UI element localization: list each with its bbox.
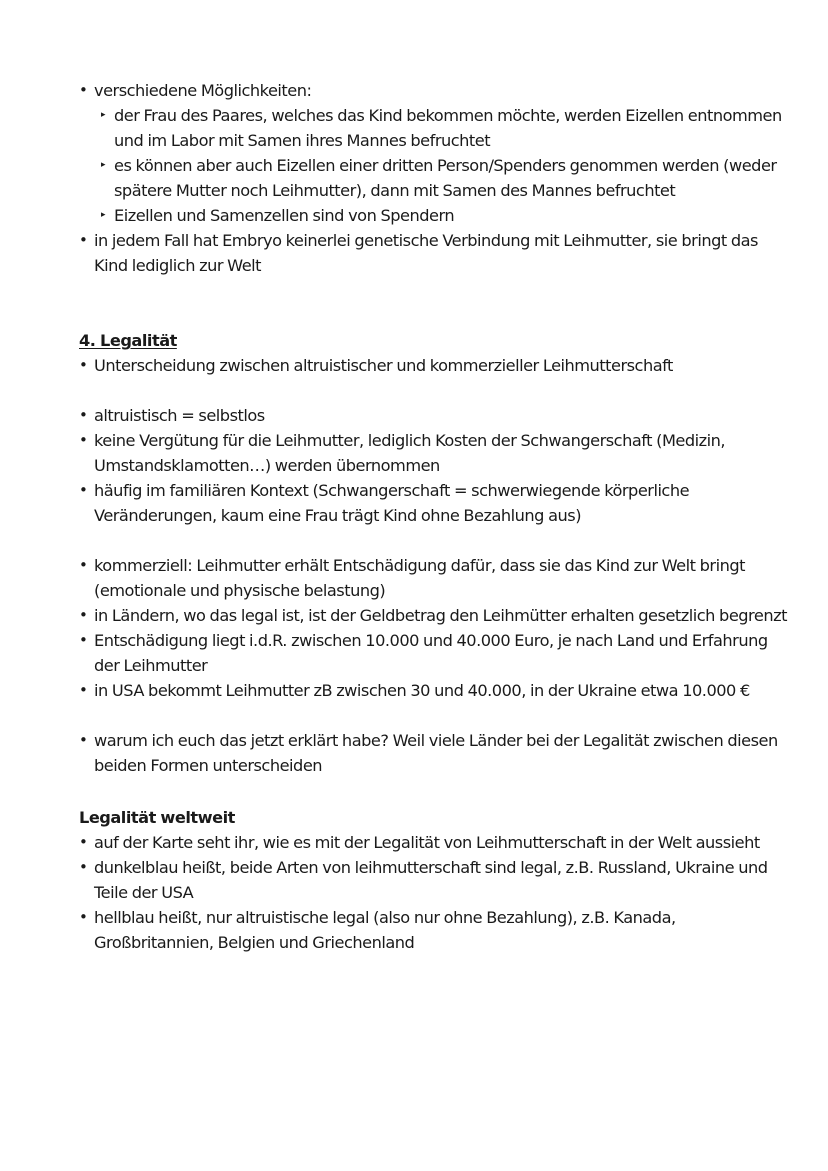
list-item <box>79 905 788 955</box>
bullet-icon: • <box>79 631 88 649</box>
list-item-text: in USA bekommt Leihmutter zB zwischen 30 und 40.000, in der Ukraine etwa 10.000 € <box>94 681 750 700</box>
list-item-text: dunkelblau heißt, beide Arten von leihmutterschaft sind legal, z.B. Russland, Ukraine und Teile der USA <box>94 858 768 902</box>
bullet-icon: • <box>79 231 88 249</box>
bullet-icon: • <box>79 731 88 749</box>
list-item-text: in Ländern, wo das legal ist, ist der Geldbetrag den Leihmütter erhalten gesetzlich begrenzt <box>94 606 787 625</box>
list-item-text: hellblau heißt, nur altruistische legal (also nur ohne Bezahlung), z.B. Kanada, Großbritannien, Belgien und Griechenland <box>94 908 676 952</box>
list-item <box>79 403 788 428</box>
spacer <box>79 703 788 728</box>
list-item <box>79 553 788 603</box>
triangle-bullet-icon: ▸ <box>101 160 106 170</box>
bullet-icon: • <box>79 431 88 449</box>
list-item-text: altruistisch = selbstlos <box>94 406 265 425</box>
sub-list-item <box>79 153 788 203</box>
bullet-icon: • <box>79 81 88 99</box>
list-item-text: Entschädigung liegt i.d.R. zwischen 10.000 und 40.000 Euro, je nach Land und Erfahrung der Leihmutter <box>94 631 768 675</box>
list-item-text: auf der Karte seht ihr, wie es mit der Legalität von Leihmutterschaft in der Welt aussieht <box>94 833 760 852</box>
bullet-icon: • <box>79 556 88 574</box>
triangle-bullet-icon: ▸ <box>101 110 106 120</box>
list-item-text: verschiedene Möglichkeiten: <box>94 81 312 100</box>
list-item <box>79 428 788 478</box>
bullet-icon: • <box>79 858 88 876</box>
list-item-text: häufig im familiären Kontext (Schwangerschaft = schwerwiegende körperliche Veränderungen, kaum eine Frau trägt Kind ohne Bezahlung aus) <box>94 481 690 525</box>
list-item <box>79 678 788 703</box>
list-item <box>79 228 788 278</box>
bullet-icon: • <box>79 406 88 424</box>
triangle-bullet-icon: ▸ <box>101 210 106 220</box>
commercial-list <box>79 553 788 703</box>
worldwide-list <box>79 830 788 955</box>
list-item <box>79 855 788 905</box>
spacer <box>79 378 788 403</box>
bullet-icon: • <box>79 356 88 374</box>
bullet-icon: • <box>79 606 88 624</box>
sub-item-text: Eizellen und Samenzellen sind von Spendern <box>114 206 455 225</box>
list-item <box>79 830 788 855</box>
bullet-icon: • <box>79 681 88 699</box>
section-heading: 4. Legalität <box>79 331 177 350</box>
list-item-text: kommerziell: Leihmutter erhält Entschädigung dafür, dass sie das Kind zur Welt bringt (emotionale und physische belastung) <box>94 556 745 600</box>
sub-item-text: der Frau des Paares, welches das Kind bekommen möchte, werden Eizellen entnommen und im Labor mit Samen ihres Mannes befruchtet <box>114 106 782 150</box>
sub-list-item <box>79 103 788 153</box>
sub-list-item <box>79 203 788 228</box>
list-item <box>79 78 788 103</box>
altruistic-list <box>79 403 788 528</box>
list-item <box>79 603 788 628</box>
spacer <box>79 278 788 328</box>
bullet-icon: • <box>79 908 88 926</box>
spacer <box>79 778 788 805</box>
subsection-heading: Legalität weltweit <box>79 808 235 827</box>
spacer <box>79 528 788 553</box>
list-item <box>79 628 788 678</box>
list-item-text: Unterscheidung zwischen altruistischer und kommerzieller Leihmutterschaft <box>94 356 673 375</box>
list-item-text: keine Vergütung für die Leihmutter, lediglich Kosten der Schwangerschaft (Medizin, Umstandsklamotten…) werden übernommen <box>94 431 726 475</box>
list-item-text: in jedem Fall hat Embryo keinerlei genetische Verbindung mit Leihmutter, sie bringt das Kind lediglich zur Welt <box>94 231 758 275</box>
intro-list <box>79 78 788 278</box>
list-item <box>79 478 788 528</box>
bullet-icon: • <box>79 481 88 499</box>
list-item <box>79 353 788 378</box>
list-item-text: warum ich euch das jetzt erklärt habe? Weil viele Länder bei der Legalität zwischen diesen beiden Formen unterscheiden <box>94 731 778 775</box>
bullet-icon: • <box>79 833 88 851</box>
sub-item-text: es können aber auch Eizellen einer dritten Person/Spenders genommen werden (weder spätere Mutter noch Leihmutter), dann mit Samen des Mannes befruchtet <box>114 156 777 200</box>
list-item <box>79 728 788 778</box>
